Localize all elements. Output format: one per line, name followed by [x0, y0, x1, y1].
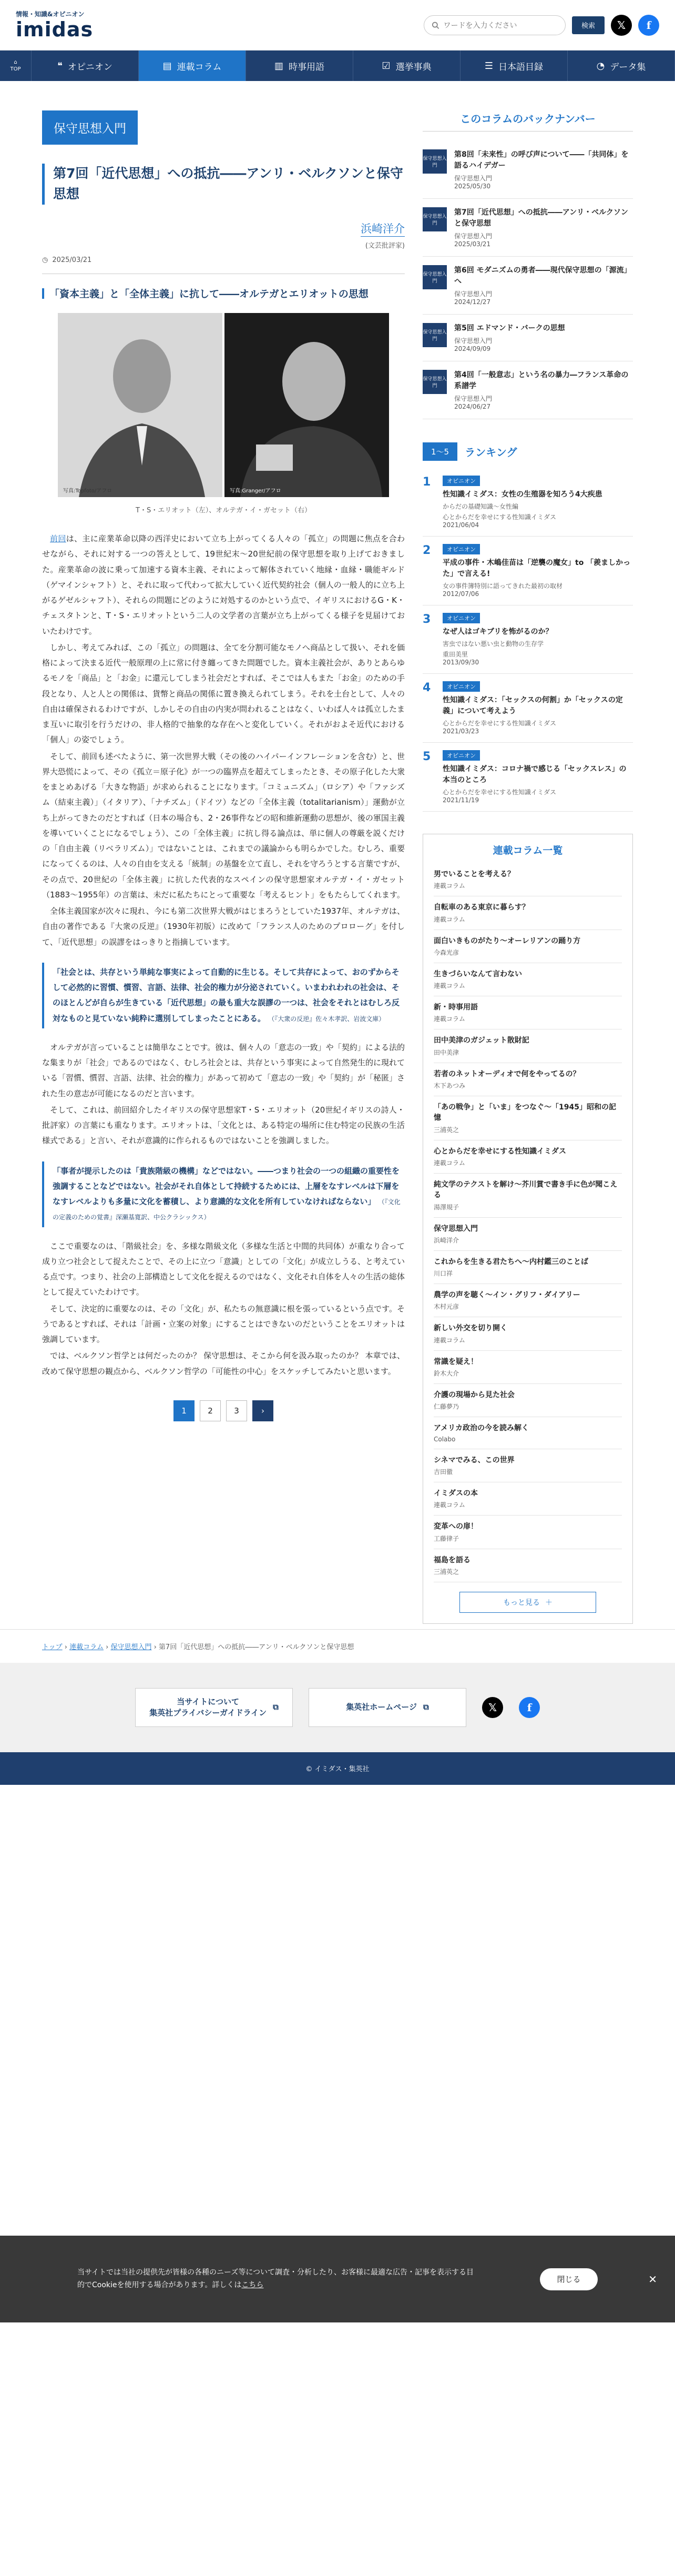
list-icon: ☰ — [484, 60, 494, 72]
serial-item-title[interactable]: アメリカ政治の今を読み解く — [434, 1424, 529, 1433]
ballot-icon: ☑ — [382, 60, 391, 72]
breadcrumb: トップ › 連載コラム › 保守思想入門 › 第7回「近代思想」への抵抗――アンリ・ベルクソンと保守思想 — [0, 1629, 675, 1663]
backnumber-date: 2025/05/30 — [454, 183, 491, 190]
backnumber-thumbnail: 保守思想入門 — [423, 207, 447, 231]
serial-item[interactable] — [434, 1417, 622, 1449]
backnumber-item[interactable] — [423, 141, 633, 199]
backnumber-series: 保守思想入門 — [454, 233, 493, 240]
serial-item[interactable] — [434, 1096, 622, 1140]
ranking-date: 2021/06/04 — [443, 521, 479, 529]
ranking-badge: オピニオン — [443, 476, 480, 486]
serial-item[interactable] — [434, 1284, 622, 1317]
serial-item-author: 連載コラム — [434, 1159, 465, 1167]
author-name[interactable]: 浜崎洋介 — [361, 220, 405, 237]
serial-item-title[interactable]: 「あの戦争」と「いま」をつなぐ〜「1945」昭和の記憶 — [434, 1103, 616, 1123]
backnumber-thumbnail: 保守思想入門 — [423, 323, 447, 347]
ranking-number: 1 — [423, 476, 431, 489]
ranking-item[interactable] — [423, 743, 633, 812]
serial-item-title[interactable]: 男でいることを考える？ — [434, 870, 515, 878]
serial-item-author: 吉田徹 — [434, 1468, 453, 1476]
section-heading — [42, 287, 405, 302]
paragraph-text: は、主に産業革命以降の西洋史において立ち上がってくる人々の「孤立」の問題に焦点を合わせながら、それに対する一つの答えとして、19世紀末〜20世紀前の保守思想を取り上げておきました。産業革命の波に乗って加速する資本主義、それによって解体されていく地縁・血縁・職能ギルド（ゲマインシャフト）と、それに取って代わって拡大していく近代契約社会（個人の一般人的に立ち上がるゲゼルシャフト）、それらの問題にどのように対処するのかという点で、イギリスにおけるG・K・チェスタトンと、T・S・エリオットという二人の文学者の言葉が立ち上がってくる様子を見届けておいたわけです。 — [42, 534, 405, 636]
ranking-subtitle: 女の事件簿特別に語ってきれた最初の取材 — [443, 582, 563, 590]
author-title: (文芸批評家) — [365, 241, 405, 250]
backnumber-date: 2025/03/21 — [454, 240, 491, 248]
logo-tagline: 情報・知識&オピニオン — [16, 10, 85, 18]
serial-item[interactable] — [434, 1317, 622, 1350]
ranking-extra: 心とからだを幸せにする性知識イミダス — [443, 513, 557, 521]
breadcrumb-item[interactable]: 保守思想入門 — [110, 1643, 152, 1651]
serial-item-title[interactable]: 若者のネットオーディオで何をやってるの？ — [434, 1069, 580, 1078]
backnumber-item[interactable] — [423, 361, 633, 419]
ranking-date: 2021/03/23 — [443, 728, 479, 735]
serial-item-author: 浜崎洋介 — [434, 1236, 459, 1244]
nav-label: 連載コラム — [177, 62, 222, 73]
previous-article-link[interactable]: 前回 — [50, 534, 66, 543]
serial-item[interactable] — [434, 1384, 622, 1417]
clock-icon: ◷ — [42, 256, 48, 264]
ranking-title[interactable]: 性知識イミダス：女性の生殖器を知ろう4大疾患 — [443, 490, 602, 499]
title-block — [42, 164, 405, 205]
serial-item-title[interactable]: 福島を語る — [434, 1555, 471, 1564]
serial-item-author: 連載コラム — [434, 915, 465, 923]
serial-item[interactable] — [434, 863, 622, 896]
article-paragraph: そして、前回も述べたように、第一次世界大戦（その後のハイパーインフレーションを含む）と、世界大恐慌によって、その《孤立＝原子化》が一つの臨界点を超えてしまったとき、その原子化した大衆をまとめあげる「大きな物語」が求められることになります。「コミュニズム」（ロシア）や「ファシズム（結束主義）」（イタリア）、「ナチズム」（ドイツ）などの「全体主義（totalitarianism）」運動が立ち上がってきたのだとすれば（日本の場合も、2・26事件などの昭和維新運動の思想が、後の軍国主義を導いていくことになるでしょう）、この「全体主義」に抗し得る論点は、単に個人の尊厳を説くだけの「自由主義（リベラリズム）」ではないことは、これまでの議論からも明らかでした。むしろ、重要になってくるのは、人々の自由を支える「統制」の基盤を立て直し、それを守ろうとする言葉ですが、その点で、20世紀の「全体主義」に抗した代表的なスペインの保守思想家オルテガ・イ・ガセット（1883〜1955年）の言葉は、未だに私たちにとって重要な「考えるヒント」をもたらしてくれます。 — [42, 751, 405, 900]
more-label: もっと見る — [503, 1598, 540, 1607]
serial-item[interactable] — [434, 963, 622, 996]
article-paragraph: 全体主義国家が次々に現れ、今にも第二次世界大戦がはじまろうとしていた1937年、オルテガは、自由の著作である『大衆の反逆』（1930年初版）に改めて「フランス人のためのプロローグ」を付して、「近代思想」の誤謬をはっきりと指摘しています。 — [42, 906, 405, 947]
next-page-button[interactable]: › — [252, 1400, 273, 1421]
photo-eliot — [58, 313, 222, 497]
backnumber-title[interactable]: 第7回「近代思想」への抵抗――アンリ・ベルクソンと保守思想 — [454, 208, 628, 228]
date-row — [42, 256, 405, 274]
publish-date: 2025/03/21 — [52, 256, 92, 264]
columns-icon: ▤ — [162, 60, 172, 72]
serial-item-author: 連載コラム — [434, 1501, 465, 1509]
serial-item[interactable] — [434, 1251, 622, 1284]
ranking-label: ランキング — [465, 446, 517, 459]
article-paragraph: オルテガが言っていることは簡単なことです。彼は、個々人の「意志の一致」や「契約」による法的な集まりが「社会」であるのではなく、むしろ社会とは、共存という事実によって自然発生的に現れている「習慣、慣習、言語、法律、社会的権力」があって初めて「意志の一致」や「契約」が「秘匿」された生の意志が可能になるのだと言います。 — [42, 1042, 405, 1098]
cookie-banner — [0, 2236, 675, 2322]
backnumber-date: 2024/12/27 — [454, 298, 491, 306]
nav-label: 日本語目録 — [498, 62, 544, 73]
serial-item[interactable] — [434, 1218, 622, 1251]
ranking-date: 2012/07/06 — [443, 590, 479, 598]
ranking-badge: オピニオン — [443, 681, 480, 692]
portrait-eliot-image — [58, 313, 222, 497]
ranking-body — [443, 681, 633, 735]
breadcrumb-item[interactable]: 連載コラム — [69, 1643, 104, 1651]
more-button[interactable] — [459, 1592, 596, 1613]
facebook-social-icon[interactable]: f — [519, 1697, 540, 1718]
article-paragraph: ここで重要なのは、「階級社会」を、多様な階級文化（多様な生活と中間的共同体）が重なり合って成り立つ社会として捉えたことで、その上に立つ「意識」としての「文化」が成立しうる、と考えている点です。つまり、社会の上部構造として文化を捉えるのではなく、文化それ自体を人々の生活の総体として捉えていたわけです。 — [42, 1241, 405, 1297]
breadcrumb-item[interactable]: トップ — [42, 1643, 63, 1651]
nav-top-button[interactable] — [0, 50, 32, 81]
site-header — [0, 0, 675, 50]
sidebar — [423, 110, 633, 1624]
serial-item-title[interactable]: シネマでみる、この世界 — [434, 1456, 515, 1464]
home-icon: ⌂ — [14, 59, 17, 65]
page-link-3[interactable]: 3 — [226, 1400, 247, 1421]
nav-item-election[interactable] — [353, 50, 461, 81]
serial-item-author: Colabo — [434, 1435, 456, 1443]
serial-item-author: 川口祥 — [434, 1270, 453, 1278]
serial-title: 連載コラム一覧 — [493, 845, 563, 856]
serial-item-title[interactable]: 保守思想入門 — [434, 1224, 478, 1233]
serial-item-title[interactable]: 田中美津のガジェット散財記 — [434, 1036, 529, 1045]
article-paragraph — [42, 531, 405, 639]
ranking-list — [423, 468, 633, 812]
serial-item[interactable] — [434, 1449, 622, 1482]
serial-item-author: 連載コラム — [434, 982, 465, 990]
close-icon[interactable]: ✕ — [648, 2272, 657, 2286]
global-nav — [0, 50, 675, 81]
serial-item-author: 鈴木大介 — [434, 1370, 459, 1378]
serial-item[interactable] — [434, 1549, 622, 1582]
quote-source: （『大衆の反逆』佐々木孝訳、岩波文庫） — [268, 1015, 385, 1023]
photo-credit: 写真:Granger/アフロ — [230, 488, 281, 494]
serial-item-title[interactable]: 新しい外交を切り開く — [434, 1324, 507, 1333]
ranking-body — [443, 613, 553, 666]
photo-ortega — [224, 313, 389, 497]
backnumber-title[interactable]: 第4回「一般意志」という名の暴力―フランス革命の系譜学 — [454, 371, 629, 390]
serial-item-author: 田中美津 — [434, 1048, 459, 1056]
speech-icon: ❝ — [57, 60, 63, 72]
quote-source: （『文化の定義のための覚書』深瀬基寛訳、中公クラシックス） — [53, 1198, 401, 1221]
site-logo[interactable] — [16, 11, 93, 39]
book-icon: ▥ — [274, 60, 283, 72]
ranking-tab[interactable]: 1〜5 — [423, 442, 457, 461]
backnumber-thumbnail: 保守思想入門 — [423, 149, 447, 174]
backnumber-date: 2024/06/27 — [454, 403, 491, 410]
serial-item[interactable] — [434, 1063, 622, 1096]
ranking-badge: オピニオン — [443, 750, 480, 761]
photo-credit: 写真:Topfoto/アフロ — [63, 488, 112, 494]
serial-item[interactable] — [434, 1174, 622, 1218]
serial-item-author: 湯澤規子 — [434, 1203, 459, 1211]
ranking-badge: オピニオン — [443, 544, 480, 554]
header-tools — [424, 15, 659, 36]
ranking-body — [443, 476, 602, 529]
backnumber-series: 保守思想入門 — [454, 395, 493, 402]
nav-item-japanese[interactable] — [461, 50, 568, 81]
nav-item-column[interactable] — [139, 50, 246, 81]
nav-label: データ集 — [610, 62, 646, 73]
chart-icon: ◔ — [596, 60, 605, 72]
article-paragraph: そして、決定的に重要なのは、その「文化」が、私たちの無意識に根を張っているという点です。そうであるとすれば、それは「計画・立案の対象」にすることはできないのだということをエリオットは強調しています。 — [42, 1304, 405, 1344]
ranking-subtitle: 心とからだを幸せにする性知識イミダス — [443, 720, 557, 727]
backnumber-item[interactable] — [423, 199, 633, 257]
serial-item-title[interactable]: 新・時事用語 — [434, 1003, 478, 1012]
serial-item-author: 今森光彦 — [434, 948, 459, 956]
backnumber-body — [454, 149, 633, 190]
backnumber-title[interactable]: 第5回 エドマンド・バークの思想 — [454, 324, 565, 332]
serial-item-author: 連載コラム — [434, 882, 465, 890]
cookie-link[interactable]: こちら — [241, 2280, 264, 2289]
ranking-title[interactable]: 性知識イミダス：「セックスの何割」か「セックスの定義」について考えよう — [443, 696, 623, 715]
backnumber-body — [454, 265, 633, 306]
serial-item[interactable] — [434, 930, 622, 963]
serial-item-author: 連載コラム — [434, 1015, 465, 1023]
nav-label: 時事用語 — [289, 62, 324, 73]
x-social-icon[interactable]: 𝕏 — [611, 15, 632, 36]
backnumber-thumbnail: 保守思想入門 — [423, 265, 447, 289]
plus-icon: ＋ — [545, 1598, 553, 1607]
heading-bar — [42, 288, 44, 299]
ranking-item[interactable] — [423, 537, 633, 605]
backnumber-title[interactable]: 第8回「未来性」の呼び声について――「共同体」を語るハイデガー — [454, 150, 629, 170]
serial-item-author: 木村元彦 — [434, 1303, 459, 1311]
cookie-message: 当サイトでは当社の提供先が皆様の各種のニーズ等について調査・分析したり、お客様に最適な広告・記事を表示する目的でCookieを使用する場合があります。詳しくは — [77, 2268, 474, 2289]
ranking-item[interactable] — [423, 674, 633, 743]
serial-item[interactable] — [434, 896, 622, 930]
search-icon — [432, 21, 439, 29]
backnumber-date: 2024/09/09 — [454, 345, 491, 352]
backnumber-thumbnail: 保守思想入門 — [423, 370, 447, 394]
backnumber-body — [454, 370, 633, 410]
backnumber-list — [423, 141, 633, 419]
external-link-icon: ⧉ — [273, 1702, 279, 1712]
logo-wordmark: imidas — [16, 17, 94, 41]
serial-item-title[interactable]: 介護の現場から見た社会 — [434, 1391, 515, 1400]
article-paragraph: そして、これは、前回紹介したイギリスの保守思想家T・S・エリオット（20世紀イギリスの詩人・批評家）の言葉にも重なります。エリオットは、「文化とは、ある特定の場所に住む特定の民族の生活様式である」と言い、それが意識的に作られるものではないことを強調しました。 — [42, 1105, 405, 1146]
serial-item-author: 木下あつみ — [434, 1082, 466, 1090]
page-link-2[interactable]: 2 — [200, 1400, 221, 1421]
backnumber-item[interactable] — [423, 257, 633, 315]
serial-item[interactable] — [434, 1140, 622, 1174]
serial-item-title[interactable]: 農学の声を聴く〜イン・グリフ・ダイアリー — [434, 1291, 580, 1300]
page-link-1[interactable]: 1 — [173, 1400, 195, 1421]
privacy-label: 当サイトについて 集英社プライバシーガイドライン — [149, 1696, 267, 1718]
ranking-extra: 重田美里 — [443, 651, 468, 658]
serial-item-author: 仁藤夢乃 — [434, 1403, 459, 1411]
backnumber-body — [454, 323, 565, 352]
ranking-item[interactable] — [423, 605, 633, 674]
ranking-body — [443, 750, 633, 804]
serial-item-author: 三浦英之 — [434, 1126, 459, 1134]
serial-list-box — [423, 834, 633, 1624]
ranking-date: 2013/09/30 — [443, 659, 479, 666]
search-box — [424, 15, 566, 35]
footer-links — [0, 1663, 675, 1752]
blockquote — [42, 963, 405, 1028]
backnumber-item[interactable] — [423, 315, 633, 361]
ranking-header — [423, 442, 633, 461]
ranking-title[interactable]: 平成の事件・木嶋佳苗は「逆襲の魔女」to 「羨ましかった」で言える! — [443, 559, 631, 578]
backnumber-series: 保守思想入門 — [454, 337, 493, 345]
nav-item-terms[interactable] — [246, 50, 353, 81]
pagination — [42, 1400, 405, 1421]
ranking-subtitle: 害虫ではない悪い虫と動物の生存学 — [443, 640, 544, 648]
ranking-number: 5 — [423, 750, 431, 763]
search-button[interactable]: 検索 — [572, 16, 605, 34]
serial-item-author: 三浦英之 — [434, 1568, 459, 1575]
article-main — [42, 110, 405, 1624]
external-link-icon: ⧉ — [423, 1702, 429, 1712]
portrait-ortega-image — [224, 313, 389, 497]
ranking-number: 3 — [423, 613, 431, 626]
serial-item-title[interactable]: 常識を疑え！ — [434, 1357, 478, 1366]
article-paragraph: しかし、考えてみれば、この「孤立」の問題は、全てを分割可能なモノへ商品として扱い、それを価格によって決まる近代一般原理の上に常に付き纏ってきた問題でした。資本主義社会が、ありとあらゆるモノを「商品」と「お金」に還元してしまう社会だとすれば、そこでは人もまた「お金」のための手段となり、人と人との関係は、貨幣と商品の関係に置き換えられてしまう。それを土台として、人々の自由は確保されるわけですが、しかしその自由の内実が問われることはなく、いわば人々は孤立したまま互いに取引を行うだけの、非人格的で抽象的な存在へと変化していく。それがおよそ近代における「個人」の姿でしょう。 — [42, 642, 405, 745]
backnumber-series: 保守思想入門 — [454, 290, 493, 298]
serial-item-title[interactable]: 純文学のテクストを解け〜芥川賞で書き手に色が聞こえる — [434, 1180, 618, 1200]
backnumber-title[interactable]: 第6回 モダニズムの勇者――現代保守思想の「源流」へ — [454, 266, 631, 286]
backnumber-series: 保守思想入門 — [454, 175, 493, 182]
serial-item[interactable] — [434, 1351, 622, 1384]
serial-item[interactable] — [434, 996, 622, 1029]
article-title: 第7回「近代思想」への抵抗――アンリ・ベルクソンと保守思想 — [53, 166, 403, 201]
serial-item-title[interactable]: イミダスの本 — [434, 1489, 478, 1498]
shueisha-label: 集英社ホームページ — [346, 1702, 417, 1712]
copyright: © イミダス・集英社 — [0, 1752, 675, 1785]
serial-item-title[interactable]: 面白いきものがたり〜オーレリアンの踊り方 — [434, 936, 581, 945]
nav-top-label: TOP — [10, 66, 21, 72]
ranking-subtitle: からだの基礎知識〜女性編 — [443, 503, 519, 510]
photo-caption: T・S・エリオット（左）、オルテガ・イ・ガセット（右） — [136, 507, 311, 514]
nav-item-data[interactable] — [568, 50, 675, 81]
quote-text: 「社会とは、共存という単純な事実によって自動的に生じる。そして共存によって、おのずからそして必然的に習慣、慣習、言語、法律、社会的権力が分泌されていく。いまわれわれの社会は、そのほとんどが自らが生きている「近代思想」の最も重大な誤謬の一つは、社会をそれとはむしろ反対なものと見ていない純粋に選別してしまったことにある。 — [53, 967, 400, 1023]
cookie-close-button[interactable]: 閉じる — [540, 2268, 598, 2290]
serial-item[interactable] — [434, 1482, 622, 1516]
ranking-number: 4 — [423, 681, 431, 694]
blockquote — [42, 1161, 405, 1227]
page-container — [42, 81, 633, 1624]
ranking-title[interactable]: 性知識イミダス：コロナ禍で感じる「セックスレス」の本当のところ — [443, 765, 627, 784]
backnumber-title: このコラムのバックナンバー — [423, 110, 633, 132]
ranking-item[interactable] — [423, 468, 633, 537]
serial-item-title[interactable]: 変革への扉！ — [434, 1522, 478, 1531]
shueisha-home-button[interactable] — [309, 1688, 466, 1727]
breadcrumb-current: 第7回「近代思想」への抵抗――アンリ・ベルクソンと保守思想 — [158, 1643, 354, 1651]
article-paragraph: では、ベルクソン哲学とは何だったのか？ 保守思想は、そこから何を汲み取ったのか？ 本章では、改めて保守思想の観点から、ベルクソン哲学の「可能性の中心」をスケッチしてみたいと思います。 — [42, 1351, 405, 1376]
facebook-social-icon[interactable]: f — [638, 15, 659, 36]
serial-item-author: 連載コラム — [434, 1336, 465, 1344]
ranking-body — [443, 544, 633, 598]
ranking-number: 2 — [423, 544, 431, 557]
nav-label: 選挙事典 — [395, 62, 432, 73]
serial-item-title[interactable]: 生きづらいなんて言わない — [434, 969, 522, 978]
backnumber-body — [454, 207, 633, 248]
photo-pair — [58, 313, 389, 497]
serial-item-title[interactable]: 心とからだを幸せにする性知識イミダス — [434, 1147, 566, 1156]
category-badge[interactable]: 保守思想入門 — [42, 110, 138, 145]
search-input[interactable] — [443, 21, 558, 29]
serial-list — [434, 863, 622, 1582]
serial-item-title[interactable]: 自転車のある東京に暮らす？ — [434, 903, 529, 912]
ranking-date: 2021/11/19 — [443, 796, 479, 804]
nav-item-opinion[interactable] — [32, 50, 139, 81]
nav-label: オピニオン — [67, 62, 112, 73]
cookie-text — [77, 2267, 477, 2292]
serial-item-title[interactable]: これからを生きる君たちへ〜内村鑑三のことば — [434, 1257, 588, 1266]
ranking-title[interactable]: なぜ人はゴキブリを怖がるのか？ — [443, 628, 553, 636]
serial-item[interactable] — [434, 1516, 622, 1549]
privacy-guideline-button[interactable] — [135, 1688, 293, 1727]
serial-item-author: 工藤律子 — [434, 1534, 459, 1542]
serial-item[interactable] — [434, 1029, 622, 1063]
ranking-subtitle: 心とからだを幸せにする性知識イミダス — [443, 789, 557, 796]
author-block — [42, 220, 405, 250]
quote-text: 「事者が提示したのは「貴族階級の機構」などではない。――つまり社会の一つの組織の重要性を強調することなどではない。社会がそれ自体として持続するためには、上層をなすレベルは下層をなすレベルよりも多量に文化を蓄積し、より意識的な文化を所有していなければならない」 — [53, 1166, 400, 1206]
x-social-icon[interactable]: 𝕏 — [482, 1697, 503, 1718]
section-heading-text: 「資本主義」と「全体主義」に抗して――オルテガとエリオットの思想 — [49, 288, 369, 300]
ranking-badge: オピニオン — [443, 613, 480, 623]
